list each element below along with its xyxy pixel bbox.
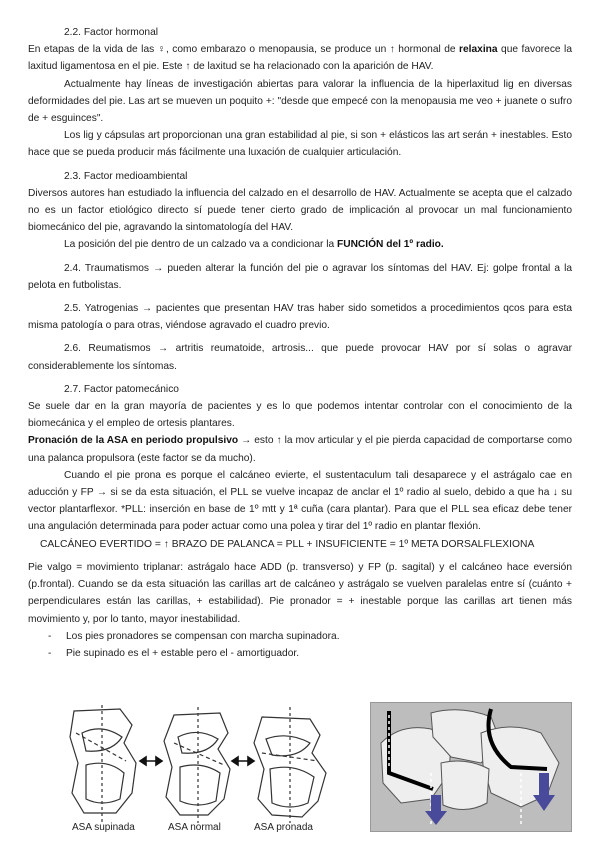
section-2-5: 2.5. Yatrogenias → pacientes que presentan HAV tras haber sido sometidos a procedimientos qcos para esta misma patología o para otras, viéndose agravado el cuadro previo. [28,303,572,332]
paragraph: Pronación de la ASA en periodo propulsivo → esto ↑ la mov articular y el pie pierda capacidad de comportarse como una palanca propulsora (este factor se da mucho). [28,435,572,464]
paragraph: Diversos autores han estudiado la influencia del calzado en el desarrollo de HAV. Actualmente se acepta que el calzado no es un factor etiológico directo sí puede tener cierto grado de implicación al provocar un mal funcionamiento biomecánico del pie, agravando la sintomatología del HAV. [28,187,572,234]
paragraph: Los lig y cápsulas art proporcionan una gran estabilidad al pie, si son + elásticos las art serán + inestables. Esto hace que se pueda producir más fácilmente una luxación de cualquier articulación. [28,130,572,159]
paragraph: Pie valgo = movimiento triplanar: astrágalo hace ADD (p. transverso) y FP (p. sagital) y el calcáneo hace eversión (p.frontal). Cuando se da esta situación las carillas art de calcáneo y astrágalo se vuelven paralelas entre sí (cuánto + perpendiculares están las carillas, + estabilidad). Pie pronador = + inestable porque las carillas art tienen más movimiento y, por lo tanto, mayor inestabilidad. [28,561,572,625]
caption-pronada: ASA pronada [254,822,313,833]
heading-2-2: 2.2. Factor hormonal [64,27,158,38]
document-page [28,24,572,662]
list-item: - Pie supinado es el + estable pero el - amortiguador. [48,645,572,662]
caption-normal: ASA normal [168,822,221,833]
paragraph: Se suele dar en la gran mayoría de pacientes y es lo que podemos intentar controlar con el conocimiento de la biomecánica y el empleo de ortesis plantares. [28,401,572,430]
section-2-4: 2.4. Traumatismos → pueden alterar la función del pie o agravar los síntomas del HAV. Ej: golpe frontal a la pelota en futbolistas. [28,262,572,291]
paragraph: La posición del pie dentro de un calzado va a condicionar la FUNCIÓN del 1º radio. [64,239,444,251]
paragraph: En etapas de la vida de las ♀, como embarazo o menopausia, se produce un ↑ hormonal de relaxina que favorece la laxitud ligamentosa en el pie. Este ↑ de laxitud se ha relacionado con la aparición de HAV. [28,44,572,73]
paragraph: Actualmente hay líneas de investigación abiertas para valorar la influencia de la hiperlaxitud lig en diversas deformidades del pie. Las art se mueven un poquito +: "desde que empecé con la menopausia me veo + juanete o sufro de + esguinces". [28,78,572,125]
heading-2-7: 2.7. Factor patomecánico [64,383,179,395]
list-item: - Los pies pronadores se compensan con marcha supinadora. [48,628,572,645]
double-arrow-icon [140,757,254,765]
formula-line: CALCÁNEO EVERTIDO = ↑ BRAZO DE PALANCA = PLL + INSUFICIENTE = 1º META DORSALFLEXIONA [40,538,535,550]
heading-2-3: 2.3. Factor medioambiental [64,170,188,182]
paragraph: Cuando el pie prona es porque el calcáneo evierte, el sustentaculum tali desaparece y el astrágalo cae en aducción y FP → si se da esta situación, el PLL se vuelve incapaz de anclar el 1º radio al suelo, debido a que ha ↓ su vector plantarflexor. *PLL: inserción en base de 1º mtt y 1ª cuña (cara plantar). Para que el PLL sea eficaz debe tener una angulación determinada para poder actuar como una polea y tirar del 1º radio en plantar flexión. [28,469,572,533]
caption-supinada: ASA supinada [72,822,135,833]
section-2-6: 2.6. Reumatismos → artritis reumatoide, artrosis... que puede provocar HAV por sí solas o agravar considerablemente los síntomas. [28,343,572,372]
bullet-list [28,628,572,662]
foot-bones-photo [370,702,572,832]
asa-diagram [62,703,362,829]
